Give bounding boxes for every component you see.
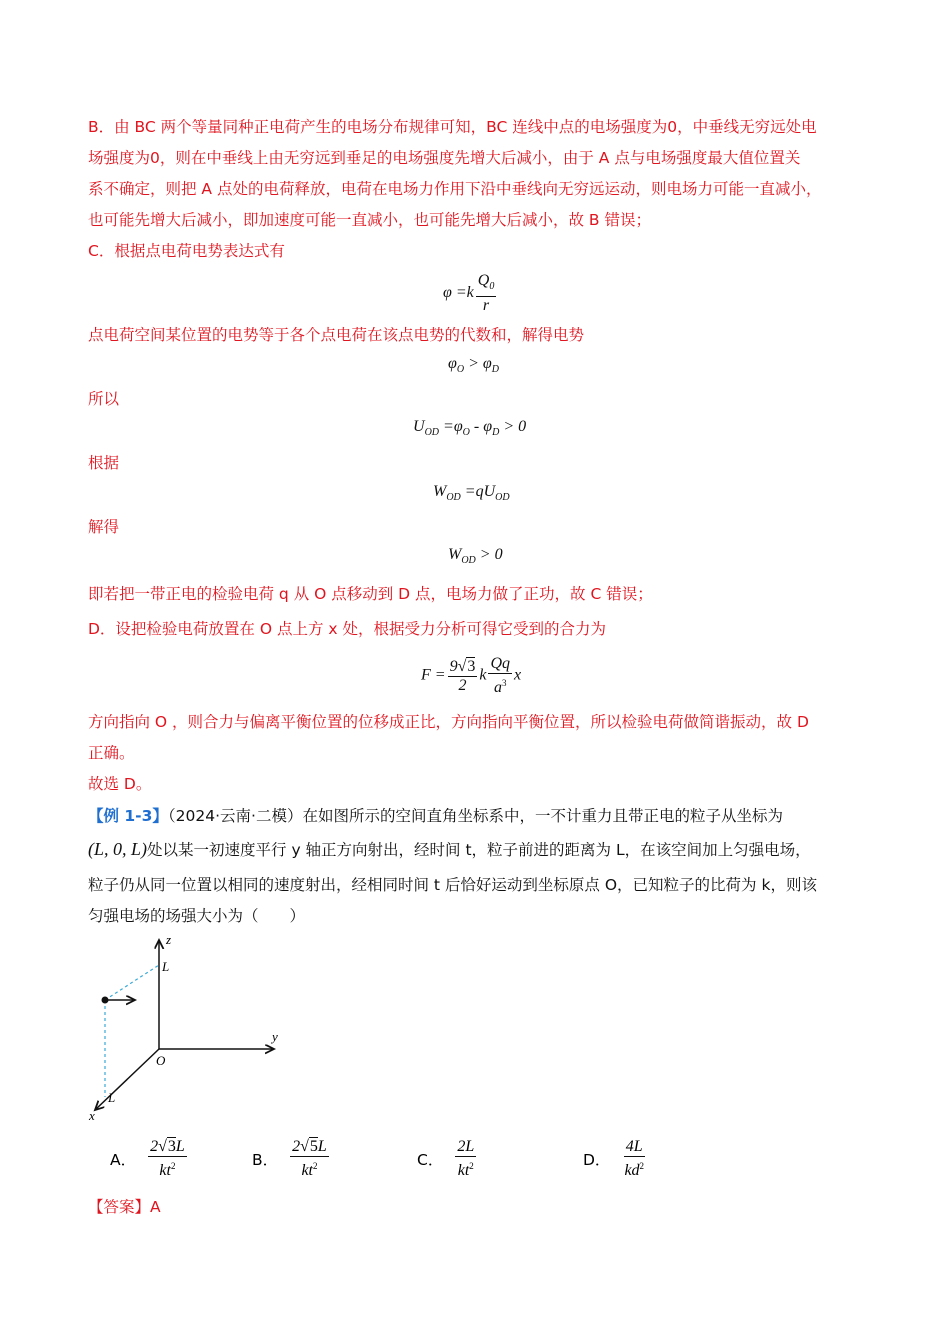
option-b[interactable]: B． $\frac{2√5L}{kt^2}$ (252, 1138, 327, 1179)
dashed-line-to-z (105, 965, 159, 1000)
equation-potential: φ =k $\frac{Q_0}{r}$ (443, 272, 495, 314)
equation-uod: $U_{OD} =\varphi_O - \varphi_D > 0$ (413, 418, 527, 438)
answer-tag: 【答案】 (88, 1198, 151, 1216)
paragraph-c-text3: 所以 (88, 390, 120, 408)
example-tag: 【例 1-3】 (88, 807, 168, 825)
paragraph-c-text5: 解得 (88, 518, 120, 536)
option-c[interactable]: C． $\frac{2L}{kt^2}$ (417, 1138, 475, 1179)
paragraph-b-line2: 场强度为0，则在中垂线上由无穷远到垂足的电场强度先增大后减小，由于 A 点与电场强度最大值位置关 (88, 149, 801, 167)
equation-wod-positive: $W_{OD} > 0$ (448, 546, 503, 566)
coordinate-figure (80, 928, 300, 1124)
paragraph-d-text2: 方向指向 O ，则合力与偏离平衡位置的位移成正比，方向指向平衡位置，所以检验电荷做简谐振动，故 D (88, 713, 809, 731)
equation-wod: $W_{OD} =qU_{OD}$ (433, 483, 510, 503)
paragraph-c-text2: 点电荷空间某位置的电势等于各个点电荷在该点电势的代数和，解得电势 (88, 326, 585, 344)
example-line1: 【例 1-3】（2024·云南·二模）在如图所示的空间直角坐标系中，一不计重力且带正电的粒子从坐标为 (88, 807, 783, 825)
paragraph-c-intro: C．根据点电荷电势表达式有 (88, 242, 285, 260)
option-a[interactable]: A． $\frac{2√3L}{kt^2}$ (110, 1138, 185, 1179)
paragraph-b-line1: B．由 BC 两个等量同种正电荷产生的电场分布规律可知，BC 连线中点的电场强度为0，中垂线无穷远处电 (88, 118, 817, 136)
paragraph-c-text6: 即若把一带正电的检验电荷 q 从 O 点移动到 D 点，电场力做了正功，故 C 错误； (88, 585, 653, 603)
y-label: y (272, 1029, 278, 1044)
option-d[interactable]: D． $\frac{4L}{kd^2}$ (583, 1138, 645, 1179)
paragraph-c-text4: 根据 (88, 454, 120, 472)
answer-value: A (150, 1198, 161, 1216)
paragraph-b-line3: 系不确定，则把 A 点处的电荷释放，电荷在电场力作用下沿中垂线向无穷远运动，则电场力可能一直减小， (88, 180, 822, 198)
x-label: x (89, 1108, 95, 1123)
equation-phi-compare: $\varphi_O > \varphi_D$ (448, 355, 499, 375)
example-line3: 粒子仍从同一位置以相同的速度射出，经相同时间 t 后恰好运动到坐标原点 O，已知粒子的比荷为 k，则该 (88, 876, 817, 894)
paragraph-d-text3: 正确。 (88, 744, 135, 762)
z-l-label: L (162, 959, 170, 974)
equation-force: F = $\frac{9√3}{2}$ k $\frac{Qq}{a^3}$ x (421, 655, 522, 696)
particle (102, 997, 109, 1004)
origin-label: O (156, 1053, 166, 1068)
paragraph-d-conclusion: 故选 D。 (88, 775, 152, 793)
z-label: z (166, 932, 172, 947)
x-l-label: L (108, 1090, 116, 1105)
example-line4: 匀强电场的场强大小为（ ） (88, 907, 306, 925)
answer-line (88, 1197, 161, 1217)
paragraph-d-intro: D．设把检验电荷放置在 O 点上方 x 处，根据受力分析可得它受到的合力为 (88, 620, 607, 638)
paragraph-b-line4: 也可能先增大后减小，即加速度可能一直减小，也可能先增大后减小，故 B 错误； (88, 211, 651, 229)
example-line2: (L, 0, L)处以某一初速度平行 y 轴正方向射出，经时间 t，粒子前进的距离为 L，在该空间加上匀强电场， (88, 839, 811, 859)
